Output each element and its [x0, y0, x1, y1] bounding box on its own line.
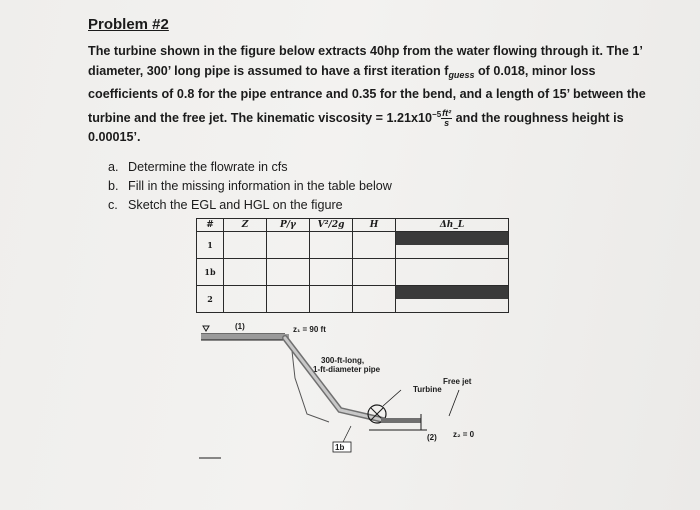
table-cell[interactable] — [353, 286, 396, 313]
table-header-row — [197, 219, 509, 232]
table-cell[interactable] — [353, 259, 396, 286]
col-header-z: Z — [224, 219, 267, 232]
pipe-label-line-2: 1-ft-diameter pipe — [313, 365, 381, 374]
head-loss-cell[interactable] — [396, 259, 509, 286]
z1-label: z₁ = 90 ft — [293, 325, 326, 334]
data-table — [196, 218, 509, 313]
task-c: c. Sketch the EGL and HGL on the figure — [108, 198, 343, 212]
task-a: a. Determine the flowrate in cfs — [108, 160, 288, 174]
head-loss-cell — [396, 286, 509, 313]
col-header-num: # — [197, 219, 224, 232]
table-row — [197, 286, 509, 313]
pipe — [285, 338, 383, 420]
point-2-label: (2) — [427, 433, 437, 442]
table-cell[interactable] — [267, 286, 310, 313]
problem-statement — [88, 42, 648, 148]
table-row — [197, 232, 509, 259]
table-row — [197, 259, 509, 286]
statement-line-5: 0.00015’. — [88, 130, 141, 144]
problem-title: Problem #2 — [88, 16, 169, 33]
table-cell[interactable] — [224, 259, 267, 286]
table-cell[interactable] — [310, 232, 353, 259]
task-b: b. Fill in the missing information in the table below — [108, 179, 392, 193]
head-loss-cell — [396, 232, 509, 259]
table-cell[interactable] — [224, 232, 267, 259]
table-cell[interactable] — [310, 286, 353, 313]
row-label: 2 — [197, 286, 224, 313]
turbine-system-diagram — [195, 318, 505, 468]
statement-line-4: turbine and the free jet. The kinematic viscosity = $1.21x10^{-5}$ $\frac{\text{ft²}}{s}$ and the roughness height is — [88, 107, 624, 128]
viscosity-units: $\frac{\text{ft²}}{s}$ — [442, 107, 452, 128]
statement-line-3: coefficients of 0.8 for the pipe entrance and 0.35 for the bend, and a length of 15’ between the — [88, 87, 646, 101]
col-header-pressure-head: P/γ — [267, 219, 310, 232]
pipe-inner — [285, 338, 383, 420]
row-label: 1b — [197, 259, 224, 286]
z2-label: z₂ = 0 — [453, 430, 475, 439]
table-cell[interactable] — [310, 259, 353, 286]
col-header-total-head: H — [353, 219, 396, 232]
row-label: 1 — [197, 232, 224, 259]
point-1-label: (1) — [235, 322, 245, 331]
col-header-head-loss: Δh_L — [396, 219, 509, 232]
table-cell[interactable] — [267, 259, 310, 286]
table-cell[interactable] — [353, 232, 396, 259]
free-jet-label: Free jet — [443, 377, 472, 386]
point-1b-label: 1b — [335, 443, 345, 452]
pipe-label-line-1: 300-ft-long, — [321, 356, 365, 365]
table-cell[interactable] — [267, 232, 310, 259]
col-header-velocity-head: V²/2g — [310, 219, 353, 232]
statement-line-2: diameter, 300’ long pipe is assumed to have a first iteration $f_{guess}$ of 0.018, minor loss — [88, 63, 596, 80]
statement-line-1: The turbine shown in the figure below extracts 40hp from the water flowing through it. The 1’ — [88, 44, 643, 58]
task-list — [108, 158, 392, 215]
table-cell[interactable] — [224, 286, 267, 313]
turbine-label: Turbine — [413, 385, 442, 394]
